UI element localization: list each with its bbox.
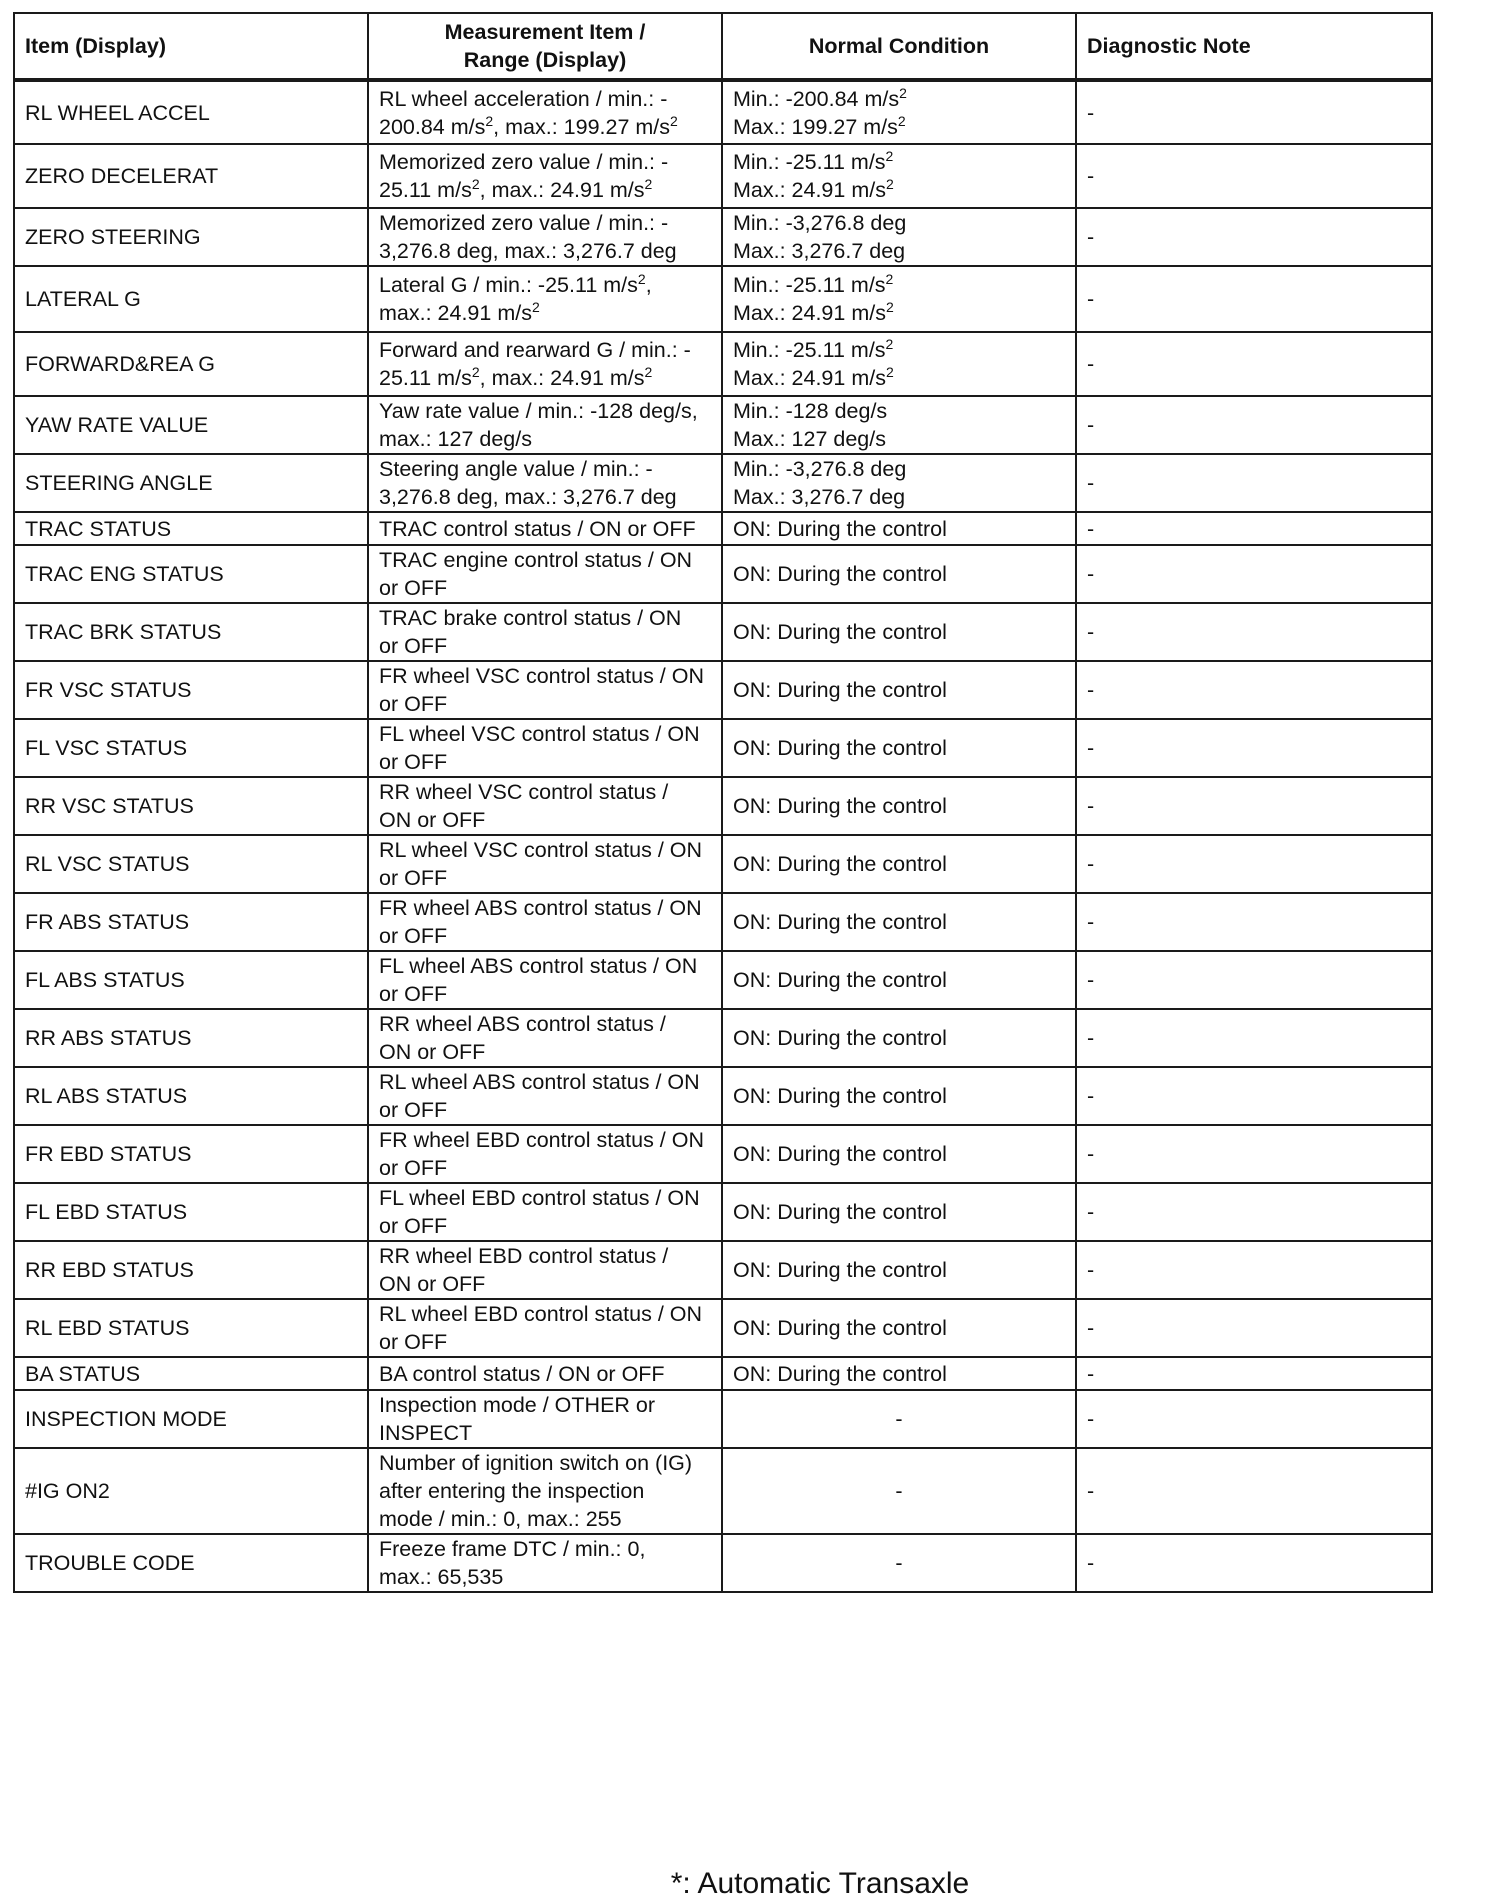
cell-measurement [368,951,722,1009]
table-row [14,1183,1432,1241]
header-measurement-line: Range (Display) [463,48,627,72]
normal-condition-line: ON: During the control [733,1142,947,1166]
normal-condition-line: Min.: -128 deg/s [733,399,888,423]
cell-item: RR ABS STATUS [14,1009,368,1067]
cell-normal-condition [722,1125,1076,1183]
cell-diagnostic-note: - [1076,1009,1432,1067]
normal-condition-line: ON: During the control [733,910,947,934]
cell-item: #IG ON2 [14,1448,368,1534]
cell-diagnostic-note: - [1076,512,1432,545]
table-row [14,603,1432,661]
normal-condition-line: ON: During the control [733,678,947,702]
measurement-line: 3,276.8 deg, max.: 3,276.7 deg [379,485,677,509]
cell-measurement [368,144,722,208]
measurement-line: 200.84 $m/s^2$, max.: 199.27 $m/s^2$ [379,112,678,139]
table-row [14,208,1432,266]
measurement-line: or OFF [379,750,448,774]
cell-measurement [368,266,722,332]
normal-condition-line: ON: During the control [733,1361,947,1386]
normal-condition-line: Max.: 3,276.7 deg [733,485,906,509]
table-row [14,777,1432,835]
measurement-line: TRAC control status / ON or OFF [379,516,696,541]
table-row [14,893,1432,951]
measurement-line: INSPECT [379,1421,473,1445]
measurement-line: RL wheel EBD control status / ON [379,1302,703,1326]
cell-measurement [368,719,722,777]
cell-item: RL EBD STATUS [14,1299,368,1357]
cell-diagnostic-note: - [1076,396,1432,454]
cell-item: FL ABS STATUS [14,951,368,1009]
cell-item: RR VSC STATUS [14,777,368,835]
table-row [14,1009,1432,1067]
normal-condition-line: Max.: 3,276.7 deg [733,239,906,263]
cell-diagnostic-note: - [1076,454,1432,512]
cell-normal-condition [722,545,1076,603]
measurement-line: 25.11 $m/s^2$, max.: 24.91 $m/s^2$ [379,364,653,390]
cell-diagnostic-note: - [1076,332,1432,396]
cell-measurement [368,1357,722,1390]
measurement-line: after entering the inspection [379,1479,645,1503]
table-row [14,835,1432,893]
cell-normal-condition [722,603,1076,661]
cell-item: RR EBD STATUS [14,1241,368,1299]
cell-measurement [368,1183,722,1241]
normal-condition-line: ON: During the control [733,852,947,876]
measurement-line: RR wheel ABS control status / [379,1012,666,1036]
measurement-line: or OFF [379,692,448,716]
measurement-line: max.: 127 deg/s [379,427,532,451]
normal-condition-line: Min.: -3,276.8 deg [733,211,907,235]
cell-normal-condition [722,80,1076,144]
measurement-line: or OFF [379,1214,448,1238]
measurement-line: 25.11 $m/s^2$, max.: 24.91 $m/s^2$ [379,176,653,202]
cell-normal-condition [722,893,1076,951]
measurement-line: FR wheel EBD control status / ON [379,1128,704,1152]
measurement-line: mode / min.: 0, max.: 255 [379,1507,622,1531]
cell-item: INSPECTION MODE [14,1390,368,1448]
cell-measurement [368,454,722,512]
cell-measurement [368,1390,722,1448]
normal-condition-line: Min.: -25.11 $m/s^2$ [733,271,894,297]
cell-item: FR VSC STATUS [14,661,368,719]
cell-measurement [368,1534,722,1592]
measurement-line: RL wheel VSC control status / ON [379,838,703,862]
table-row [14,1534,1432,1592]
cell-normal-condition [722,454,1076,512]
cell-normal-condition [722,1009,1076,1067]
measurement-line: BA control status / ON or OFF [379,1361,665,1386]
normal-condition-line: ON: During the control [733,736,947,760]
footnote: *: Automatic Transaxle [670,1867,970,1900]
cell-measurement [368,1125,722,1183]
cell-diagnostic-note: - [1076,1183,1432,1241]
measurement-line: Forward and rearward G / min.: - [379,338,691,362]
cell-diagnostic-note: - [1076,80,1432,144]
normal-condition-line: Min.: -3,276.8 deg [733,457,907,481]
cell-measurement [368,835,722,893]
cell-measurement [368,208,722,266]
cell-measurement [368,80,722,144]
normal-condition-line: Max.: 24.91 $m/s^2$ [733,299,894,325]
cell-item: TRAC BRK STATUS [14,603,368,661]
cell-measurement [368,661,722,719]
cell-item: YAW RATE VALUE [14,396,368,454]
cell-normal-condition [722,512,1076,545]
measurement-line: TRAC engine control status / ON [379,548,693,572]
cell-normal-condition [722,1357,1076,1390]
normal-condition-line: ON: During the control [733,1200,947,1224]
measurement-line: or OFF [379,924,448,948]
cell-item: STEERING ANGLE [14,454,368,512]
cell-normal-condition [722,1534,1076,1592]
cell-diagnostic-note: - [1076,266,1432,332]
cell-item: ZERO DECELERAT [14,144,368,208]
table-row [14,1241,1432,1299]
cell-item: FORWARD&REA G [14,332,368,396]
cell-item: TRAC STATUS [14,512,368,545]
measurement-line: max.: 24.91 $m/s^2$ [379,299,540,325]
table-row [14,266,1432,332]
table-row [14,512,1432,545]
cell-diagnostic-note: - [1076,1448,1432,1534]
cell-diagnostic-note: - [1076,1241,1432,1299]
table-row [14,1357,1432,1390]
cell-measurement [368,1067,722,1125]
table-row [14,951,1432,1009]
measurement-line: or OFF [379,576,448,600]
measurement-line: or OFF [379,1330,448,1354]
cell-measurement [368,1241,722,1299]
measurement-line: Steering angle value / min.: - [379,457,653,481]
normal-condition-line: Min.: -25.11 $m/s^2$ [733,148,894,174]
table-row [14,332,1432,396]
cell-normal-condition [722,332,1076,396]
measurement-line: Yaw rate value / min.: -128 deg/s, [379,399,698,423]
normal-condition-line: - [895,1551,903,1575]
measurement-line: 3,276.8 deg, max.: 3,276.7 deg [379,239,677,263]
cell-normal-condition [722,777,1076,835]
measurement-line: FR wheel VSC control status / ON [379,664,704,688]
header-normal-condition: Normal Condition [722,13,1076,80]
normal-condition-line: ON: During the control [733,1026,947,1050]
cell-measurement [368,893,722,951]
data-list-table [13,12,1433,1593]
cell-diagnostic-note: - [1076,1125,1432,1183]
cell-diagnostic-note: - [1076,545,1432,603]
cell-item: RL WHEEL ACCEL [14,80,368,144]
normal-condition-line: Min.: -25.11 $m/s^2$ [733,336,894,362]
measurement-line: RL wheel ABS control status / ON [379,1070,700,1094]
cell-normal-condition [722,719,1076,777]
cell-normal-condition [722,396,1076,454]
table-row [14,545,1432,603]
cell-diagnostic-note: - [1076,1067,1432,1125]
cell-diagnostic-note: - [1076,208,1432,266]
measurement-line: FL wheel VSC control status / ON [379,722,700,746]
measurement-line: FL wheel EBD control status / ON [379,1186,700,1210]
measurement-line: Inspection mode / OTHER or [379,1393,656,1417]
cell-item: LATERAL G [14,266,368,332]
normal-condition-line: Max.: 127 deg/s [733,427,886,451]
cell-measurement [368,1299,722,1357]
cell-measurement [368,1448,722,1534]
cell-diagnostic-note: - [1076,951,1432,1009]
table-row [14,144,1432,208]
cell-item: BA STATUS [14,1357,368,1390]
cell-normal-condition [722,835,1076,893]
cell-diagnostic-note: - [1076,1534,1432,1592]
data-list-sheet [13,12,1431,1593]
cell-item: TROUBLE CODE [14,1534,368,1592]
measurement-line: ON or OFF [379,808,486,832]
measurement-line: or OFF [379,1156,448,1180]
measurement-line: or OFF [379,1098,448,1122]
measurement-line: ON or OFF [379,1040,486,1064]
cell-measurement [368,396,722,454]
measurement-line: RR wheel EBD control status / [379,1244,669,1268]
normal-condition-line: Max.: 199.27 $m/s^2$ [733,112,906,139]
measurement-line: FL wheel ABS control status / ON [379,954,698,978]
cell-diagnostic-note: - [1076,835,1432,893]
cell-measurement [368,1009,722,1067]
header-measurement [368,13,722,80]
table-row [14,1390,1432,1448]
measurement-line: max.: 65,535 [379,1565,504,1589]
cell-item: FR ABS STATUS [14,893,368,951]
cell-measurement [368,777,722,835]
cell-diagnostic-note: - [1076,719,1432,777]
measurement-line: FR wheel ABS control status / ON [379,896,702,920]
cell-diagnostic-note: - [1076,1357,1432,1390]
cell-measurement [368,603,722,661]
cell-measurement [368,512,722,545]
table-row [14,454,1432,512]
measurement-line: RR wheel VSC control status / [379,780,669,804]
cell-normal-condition [722,266,1076,332]
measurement-line: or OFF [379,866,448,890]
normal-condition-line: ON: During the control [733,620,947,644]
normal-condition-line: ON: During the control [733,1316,947,1340]
cell-normal-condition [722,1183,1076,1241]
table-row [14,1299,1432,1357]
normal-condition-line: Min.: -200.84 $m/s^2$ [733,84,907,111]
cell-diagnostic-note: - [1076,661,1432,719]
cell-normal-condition [722,208,1076,266]
measurement-line: RL wheel acceleration / min.: - [379,86,668,111]
normal-condition-line: - [895,1479,903,1503]
cell-measurement [368,332,722,396]
cell-diagnostic-note: - [1076,144,1432,208]
table-row [14,1125,1432,1183]
cell-item: FL EBD STATUS [14,1183,368,1241]
normal-condition-line: ON: During the control [733,794,947,818]
cell-item: FL VSC STATUS [14,719,368,777]
normal-condition-line: Max.: 24.91 $m/s^2$ [733,176,894,202]
cell-normal-condition [722,1241,1076,1299]
cell-item: RL ABS STATUS [14,1067,368,1125]
cell-normal-condition [722,951,1076,1009]
cell-diagnostic-note: - [1076,777,1432,835]
normal-condition-line: - [895,1407,903,1431]
cell-normal-condition [722,661,1076,719]
table-row [14,1067,1432,1125]
table-row [14,719,1432,777]
measurement-line: or OFF [379,982,448,1006]
cell-item: RL VSC STATUS [14,835,368,893]
cell-diagnostic-note: - [1076,893,1432,951]
cell-diagnostic-note: - [1076,603,1432,661]
normal-condition-line: ON: During the control [733,1258,947,1282]
cell-item: TRAC ENG STATUS [14,545,368,603]
table-row [14,661,1432,719]
normal-condition-line: Max.: 24.91 $m/s^2$ [733,364,894,390]
measurement-line: Memorized zero value / min.: - [379,211,669,235]
cell-measurement [368,545,722,603]
table-row [14,396,1432,454]
cell-normal-condition [722,1299,1076,1357]
measurement-line: ON or OFF [379,1272,486,1296]
normal-condition-line: ON: During the control [733,516,947,541]
table-row [14,80,1432,144]
normal-condition-line: ON: During the control [733,1084,947,1108]
cell-diagnostic-note: - [1076,1299,1432,1357]
measurement-line: or OFF [379,634,448,658]
measurement-line: Lateral G / min.: -25.11 $m/s^2$, [379,271,652,297]
measurement-line: TRAC brake control status / ON [379,606,682,630]
header-measurement-line: Measurement Item / [444,20,646,44]
header-item: Item (Display) [14,13,368,80]
normal-condition-line: ON: During the control [733,562,947,586]
cell-normal-condition [722,144,1076,208]
table-row [14,1448,1432,1534]
cell-item: FR EBD STATUS [14,1125,368,1183]
measurement-line: Freeze frame DTC / min.: 0, [379,1537,646,1561]
cell-item: ZERO STEERING [14,208,368,266]
cell-normal-condition [722,1390,1076,1448]
measurement-line: Number of ignition switch on (IG) [379,1451,693,1475]
header-diagnostic-note: Diagnostic Note [1076,13,1432,80]
cell-normal-condition [722,1448,1076,1534]
cell-diagnostic-note: - [1076,1390,1432,1448]
normal-condition-line: ON: During the control [733,968,947,992]
cell-normal-condition [722,1067,1076,1125]
table-header-row [14,13,1432,80]
measurement-line: Memorized zero value / min.: - [379,150,669,174]
